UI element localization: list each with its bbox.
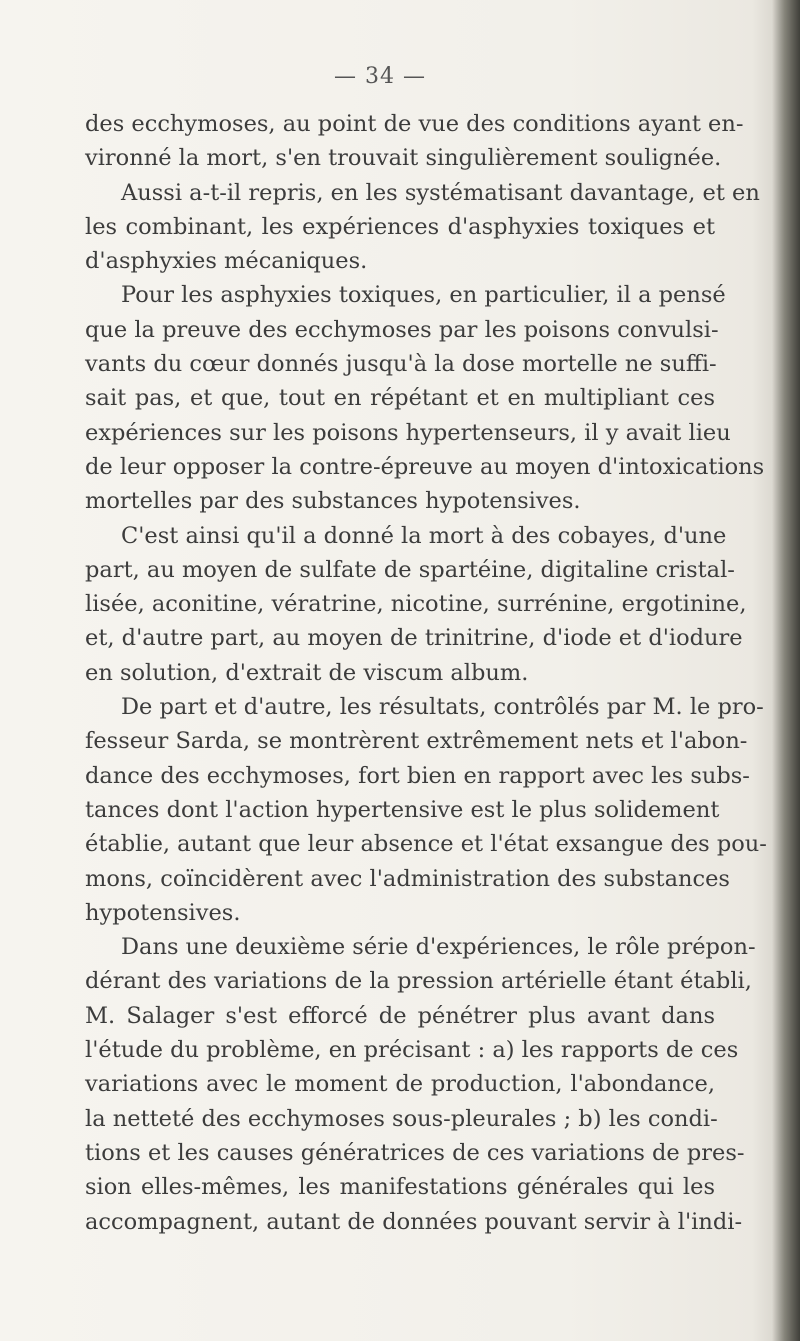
text-line: mortelles par des substances hypotensives.: [85, 488, 581, 515]
text-line: Dans une deuxième série d'expériences, le rôle prépon-: [121, 934, 756, 961]
text-line: vants du cœur donnés jusqu'à la dose mortelle ne suffi-: [85, 351, 717, 378]
text-line: sait pas, et que, tout en répétant et en multipliant ces: [85, 385, 715, 412]
text-line: les combinant, les expériences d'asphyxies toxiques et: [85, 213, 715, 240]
text-line: accompagnent, autant de données pouvant servir à l'indi-: [85, 1208, 743, 1235]
text-line: tances dont l'action hypertensive est le plus solidement: [85, 796, 720, 823]
text-line: et, d'autre part, au moyen de trinitrine, d'iode et d'iodure: [85, 625, 743, 652]
text-line: dérant des variations de la pression artérielle étant établi,: [85, 968, 752, 995]
text-line: la netteté des ecchymoses sous-pleurales ; b) les condi-: [85, 1105, 718, 1132]
text-line: Pour les asphyxies toxiques, en particulier, il a pensé: [121, 282, 726, 309]
text-line: Aussi a-t-il repris, en les systématisant davantage, et en: [121, 179, 760, 206]
text-line: expériences sur les poisons hypertenseurs, il y avait lieu: [85, 419, 731, 446]
text-line: lisée, aconitine, vératrine, nicotine, surrénine, ergotinine,: [85, 591, 747, 618]
text-line: d'asphyxies mécaniques.: [85, 248, 368, 275]
text-line: sion elles-mêmes, les manifestations générales qui les: [85, 1174, 715, 1201]
text-line: M. Salager s'est efforcé de pénétrer plus avant dans: [85, 1002, 715, 1029]
text-line: que la preuve des ecchymoses par les poisons convulsi-: [85, 316, 719, 343]
page-number: — 34 —: [334, 64, 426, 89]
text-line: dance des ecchymoses, fort bien en rapport avec les subs-: [85, 762, 750, 789]
text-line: l'étude du problème, en précisant : a) les rapports de ces: [85, 1037, 739, 1064]
text-line: hypotensives.: [85, 899, 241, 926]
text-line: vironné la mort, s'en trouvait singulièrement soulignée.: [85, 145, 722, 172]
text-line: tions et les causes génératrices de ces variations de pres-: [85, 1139, 745, 1166]
text-line: variations avec le moment de production, l'abondance,: [85, 1071, 715, 1098]
text-line: des ecchymoses, au point de vue des conditions ayant en-: [85, 111, 744, 137]
text-line: en solution, d'extrait de viscum album.: [85, 659, 529, 686]
text-line: mons, coïncidèrent avec l'administration des substances: [85, 865, 730, 892]
text-line: fesseur Sarda, se montrèrent extrêmement nets et l'abon-: [85, 728, 748, 755]
text-line: de leur opposer la contre-épreuve au moyen d'intoxications: [85, 453, 765, 480]
text-line: C'est ainsi qu'il a donné la mort à des cobayes, d'une: [121, 522, 727, 549]
text-line: part, au moyen de sulfate de spartéine, digitaline cristal-: [85, 556, 735, 583]
text-line: De part et d'autre, les résultats, contrôlés par M. le pro-: [121, 694, 764, 721]
text-line: établie, autant que leur absence et l'état exsangue des pou-: [85, 831, 767, 858]
page-edge-shadow: [772, 0, 800, 1341]
body-text: [85, 107, 767, 1239]
